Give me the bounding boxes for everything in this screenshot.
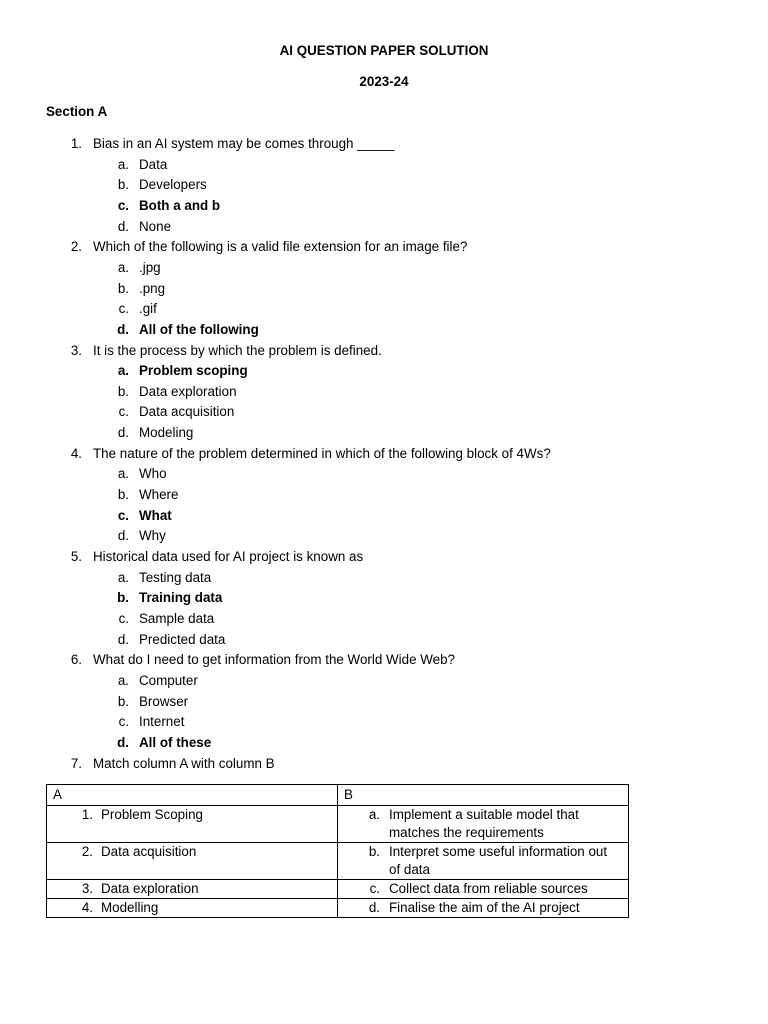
option-text: Predicted data: [139, 631, 226, 647]
column-a-cell: [47, 880, 338, 899]
question-text: Match column A with column B: [93, 755, 275, 771]
column-a-number: 4.: [81, 900, 93, 915]
column-b-cell: [338, 806, 629, 843]
option-letter: a.: [117, 363, 129, 379]
question: [0, 650, 768, 670]
question: [0, 754, 768, 774]
document-year: 2023-24: [359, 74, 409, 89]
column-a-cell: [47, 843, 338, 880]
match-table-header-row: [47, 785, 629, 806]
option-letter: b.: [117, 280, 129, 296]
option-text: Data exploration: [139, 383, 237, 399]
match-table-row: [47, 806, 629, 843]
option-letter: c.: [117, 507, 129, 523]
option-letter: d.: [117, 425, 129, 441]
question-number: 3.: [70, 342, 82, 358]
option-text: Problem scoping: [139, 363, 248, 379]
option-letter: c.: [118, 301, 129, 317]
option-letter: d.: [117, 631, 129, 647]
question-text: The nature of the problem determined in which of the following block of 4Ws?: [93, 445, 551, 461]
option-text: Modeling: [139, 425, 194, 441]
column-b-letter: d.: [368, 900, 380, 915]
question: [0, 547, 768, 567]
column-b-cell: [338, 880, 629, 899]
option-text: Both a and b: [139, 197, 221, 213]
option-letter: a.: [117, 156, 129, 172]
question-number: 1.: [70, 136, 82, 151]
option-text: Data acquisition: [139, 404, 235, 420]
question-number: 6.: [70, 652, 82, 668]
question: [0, 341, 768, 361]
question-number: 4.: [70, 445, 82, 461]
column-a-number: 2.: [81, 844, 93, 859]
option-text: Where: [139, 487, 179, 503]
option-text: None: [139, 218, 172, 234]
option-letter: a.: [117, 569, 129, 585]
option-letter: a.: [117, 672, 129, 688]
option-text: Sample data: [139, 610, 215, 626]
option-letter: d.: [117, 734, 129, 750]
option-text: Computer: [139, 672, 198, 688]
question: [0, 237, 768, 257]
answer-option: [0, 299, 768, 319]
answer-option: [0, 217, 768, 237]
question-text: What do I need to get information from the World Wide Web?: [93, 652, 455, 668]
question-text: Historical data used for AI project is known as: [93, 549, 364, 564]
answer-option: [0, 258, 768, 278]
column-b-text: Interpret some useful information out of data: [389, 844, 608, 877]
option-text: All of these: [139, 734, 212, 750]
answer-option: [0, 402, 768, 422]
correct-answer-option: [0, 320, 768, 340]
option-letter: d.: [117, 528, 129, 544]
answer-option: [0, 175, 768, 195]
match-table-row: [47, 880, 629, 899]
column-b-cell: [338, 899, 629, 918]
option-text: .png: [139, 280, 166, 296]
option-letter: c.: [118, 404, 129, 420]
answer-option: [0, 609, 768, 629]
option-text: Internet: [139, 714, 185, 730]
option-text: .jpg: [139, 259, 161, 275]
column-b-text: Implement a suitable model that matches the requirements: [389, 807, 579, 840]
question: [0, 444, 768, 464]
match-table-row: [47, 843, 629, 880]
correct-answer-option: [0, 588, 768, 608]
option-text: Developers: [139, 177, 207, 193]
question-number: 5.: [70, 549, 82, 564]
answer-option: [0, 671, 768, 691]
option-letter: d.: [117, 218, 129, 234]
option-letter: b.: [117, 487, 129, 503]
answer-option: [0, 630, 768, 650]
question-number: 2.: [70, 239, 82, 255]
correct-answer-option: [0, 733, 768, 753]
option-letter: a.: [117, 259, 129, 275]
document-title: AI QUESTION PAPER SOLUTION: [279, 43, 489, 58]
option-text: .gif: [139, 301, 157, 317]
option-letter: b.: [117, 383, 129, 399]
answer-option: [0, 382, 768, 402]
option-letter: c.: [117, 197, 129, 213]
option-text: Data: [139, 156, 168, 172]
option-text: Who: [139, 466, 167, 482]
option-letter: c.: [118, 610, 129, 626]
column-a-text: Data exploration: [101, 881, 199, 896]
column-a-header: A: [47, 785, 338, 806]
question-text: Bias in an AI system may be comes through _____: [93, 136, 395, 151]
column-b-text: Collect data from reliable sources: [389, 881, 588, 896]
match-table: [46, 784, 629, 918]
column-b-letter: a.: [368, 807, 380, 822]
question: [0, 134, 768, 154]
correct-answer-option: [0, 506, 768, 526]
correct-answer-option: [0, 361, 768, 381]
answer-option: [0, 423, 768, 443]
section-heading: Section A: [46, 104, 108, 119]
option-letter: c.: [118, 714, 129, 730]
option-text: Browser: [139, 693, 189, 709]
option-letter: a.: [117, 466, 129, 482]
column-b-letter: c.: [369, 881, 380, 896]
answer-option: [0, 526, 768, 546]
option-text: All of the following: [139, 321, 259, 337]
answer-option: [0, 692, 768, 712]
column-a-number: 1.: [81, 807, 93, 822]
answer-option: [0, 279, 768, 299]
option-text: Training data: [139, 590, 223, 606]
question-text: Which of the following is a valid file extension for an image file?: [93, 239, 468, 255]
correct-answer-option: [0, 196, 768, 216]
column-b-cell: [338, 843, 629, 880]
column-b-letter: b.: [368, 844, 380, 859]
match-table-row: [47, 899, 629, 918]
column-a-text: Modelling: [101, 900, 159, 915]
answer-option: [0, 485, 768, 505]
option-letter: b.: [117, 177, 129, 193]
column-a-cell: [47, 806, 338, 843]
question-number: 7.: [70, 755, 82, 771]
answer-option: [0, 155, 768, 175]
option-letter: b.: [117, 590, 129, 606]
option-text: Testing data: [139, 569, 212, 585]
answer-option: [0, 568, 768, 588]
column-a-text: Problem Scoping: [101, 807, 203, 822]
option-letter: b.: [117, 693, 129, 709]
option-text: Why: [139, 528, 166, 544]
option-text: What: [139, 507, 172, 523]
column-a-cell: [47, 899, 338, 918]
column-a-number: 3.: [81, 881, 93, 896]
question-text: It is the process by which the problem is defined.: [93, 342, 382, 358]
answer-option: [0, 712, 768, 732]
option-letter: d.: [117, 321, 129, 337]
answer-option: [0, 464, 768, 484]
column-b-text: Finalise the aim of the AI project: [389, 900, 580, 915]
column-b-header: B: [338, 785, 629, 806]
column-a-text: Data acquisition: [101, 844, 197, 859]
